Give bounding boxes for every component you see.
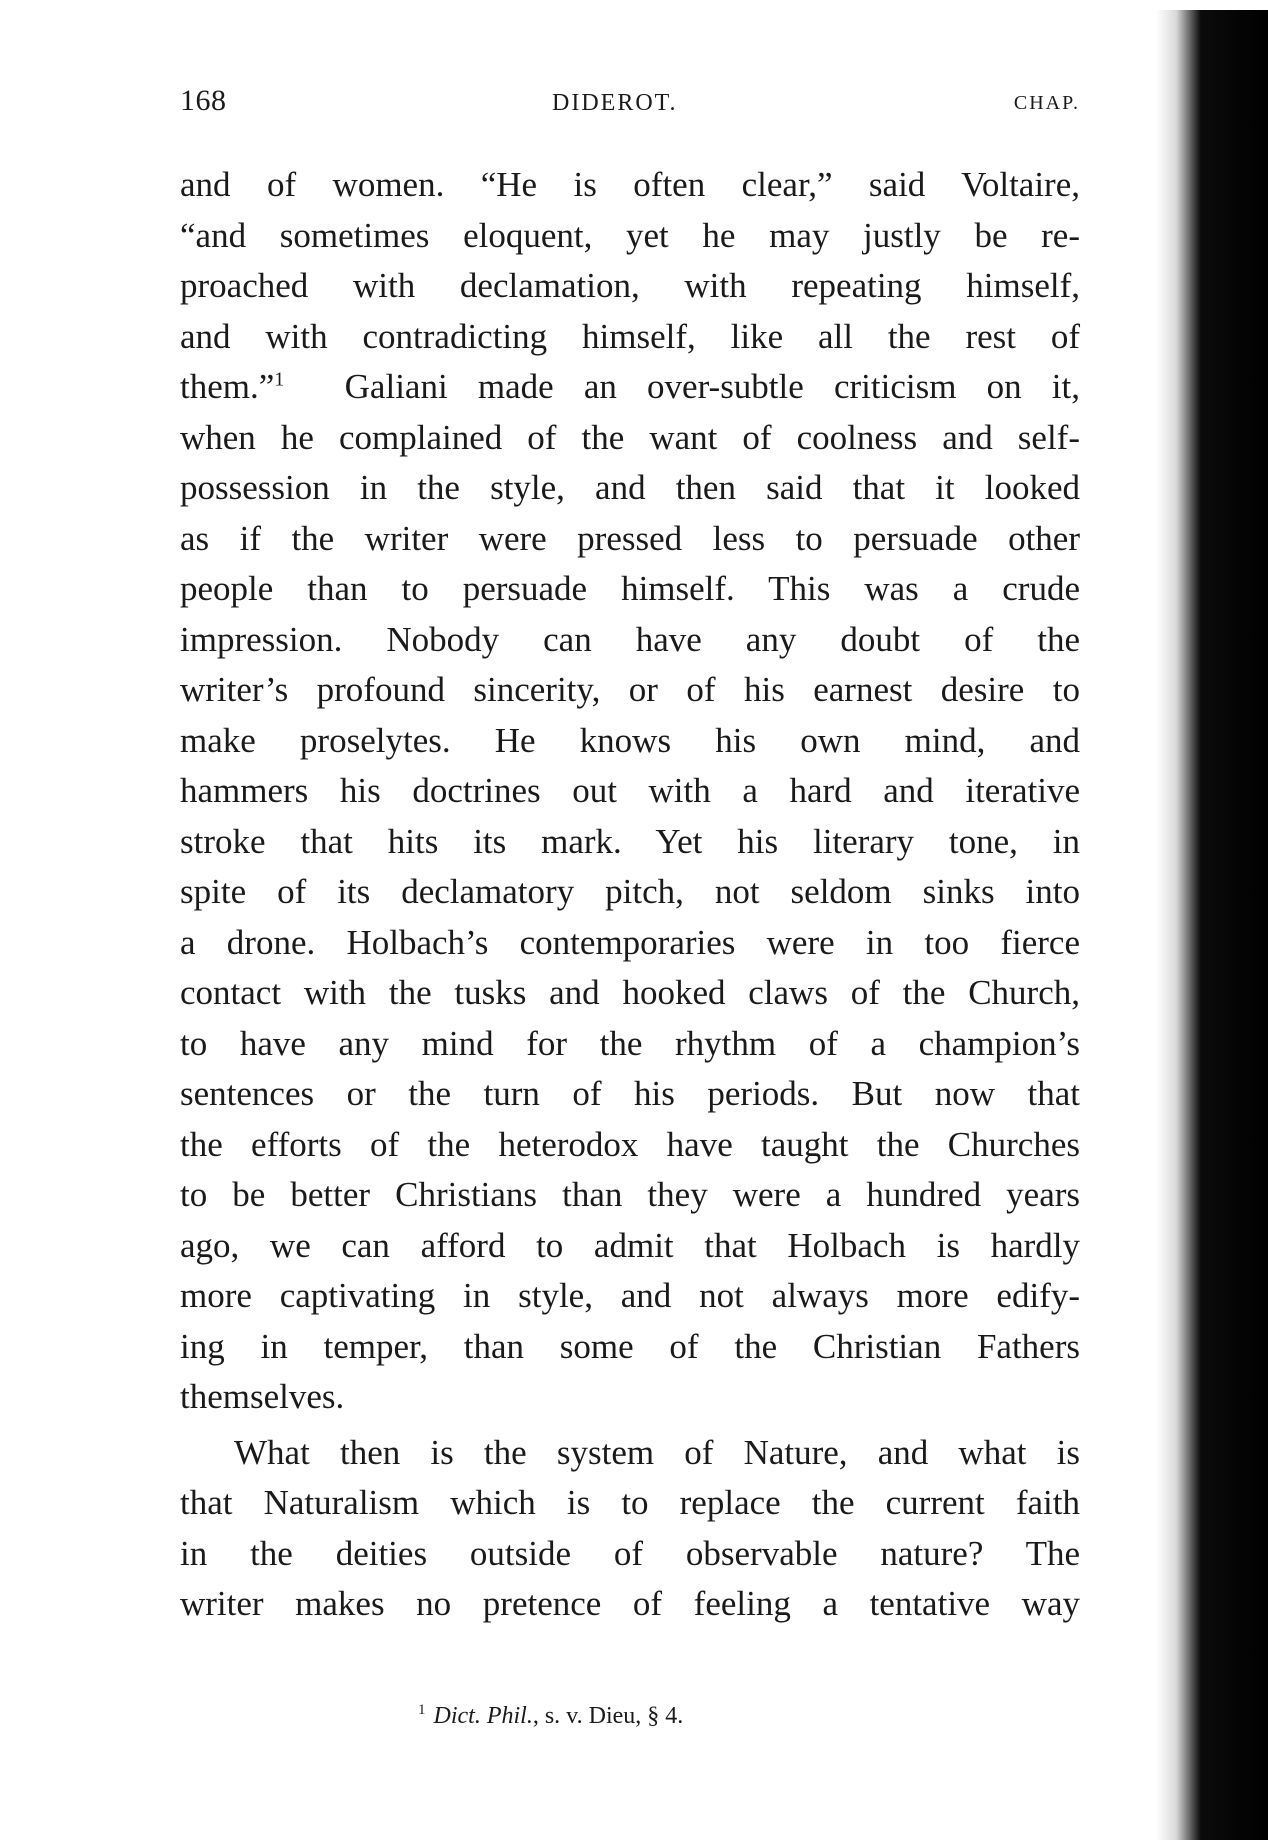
footnote [418,1702,683,1730]
text-line: proached with declamation, with repeating himself, [180,266,1080,305]
text-line: as if the writer were pressed less to persuade other [180,518,1080,558]
footnote-source: Dict. Phil. [433,1703,533,1729]
paragraph-2 [180,1428,1080,1630]
quote-end: them.” [180,367,275,406]
body-text [180,160,1080,1630]
page-number: 168 [180,84,227,117]
text-line: stroke that hits its mark. Yet his literary tone, in [180,821,1080,861]
text-line-with-footnote [180,362,1080,413]
text-line: when he complained of the want of coolness and self- [180,417,1080,457]
text-line: themselves. [180,1377,345,1416]
text-line: to have any mind for the rhythm of a champion’s [180,1023,1080,1063]
chapter-label: CHAP. [1013,92,1080,114]
running-title: DIDEROT. [552,90,678,116]
text-line: impression. Nobody can have any doubt of the [180,619,1080,659]
text-line: ing in temper, than some of the Christian Fathers [180,1326,1080,1366]
text-line: spite of its declamatory pitch, not seldom sinks into [180,872,1080,911]
text-line: a drone. Holbach’s contemporaries were in too fierce [180,922,1080,962]
text-line: writer’s profound sincerity, or of his earnest desire to [180,670,1080,709]
text-line: ago, we can afford to admit that Holbach is hardly [180,1225,1080,1265]
text-line: the efforts of the heterodox have taught the Churches [180,1124,1080,1164]
binding-shadow [1156,10,1268,1840]
text-line: contact with the tusks and hooked claws of the Church, [180,973,1080,1012]
text-line: What then is the system of Nature, and what is [234,1432,1080,1472]
text-line: sentences or the turn of his periods. But now that [180,1074,1080,1113]
paragraph-1 [180,160,1080,1423]
text-line: “and sometimes eloquent, yet he may justly be re- [180,215,1080,255]
binding-gap [1156,0,1268,10]
text-line: more captivating in style, and not always more edify- [180,1276,1080,1315]
footnote-mark: 1 [418,1702,426,1718]
text-line: possession in the style, and then said that it looked [180,468,1080,507]
text-line: make proselytes. He knows his own mind, and [180,720,1080,760]
footnote-ref: 1 [274,368,285,391]
text-line: and of women. “He is often clear,” said Voltaire, [180,165,1080,204]
footnote-rest: , s. v. Dieu, § 4. [532,1703,684,1729]
text-line: that Naturalism which is to replace the current faith [180,1483,1080,1522]
text-line: in the deities outside of observable nature? The [180,1533,1080,1573]
text-line: people than to persuade himself. This was a crude [180,569,1080,608]
text-line: to be better Christians than they were a hundred years [180,1175,1080,1214]
quote-continuation: Galiani made an over-subtle criticism on it, [344,367,1081,406]
running-head [180,84,1080,124]
text-line: hammers his doctrines out with a hard and iterative [180,771,1080,810]
text-line: writer makes no pretence of feeling a tentative way [180,1584,1080,1623]
text-line: and with contradicting himself, like all the rest of [180,316,1080,356]
